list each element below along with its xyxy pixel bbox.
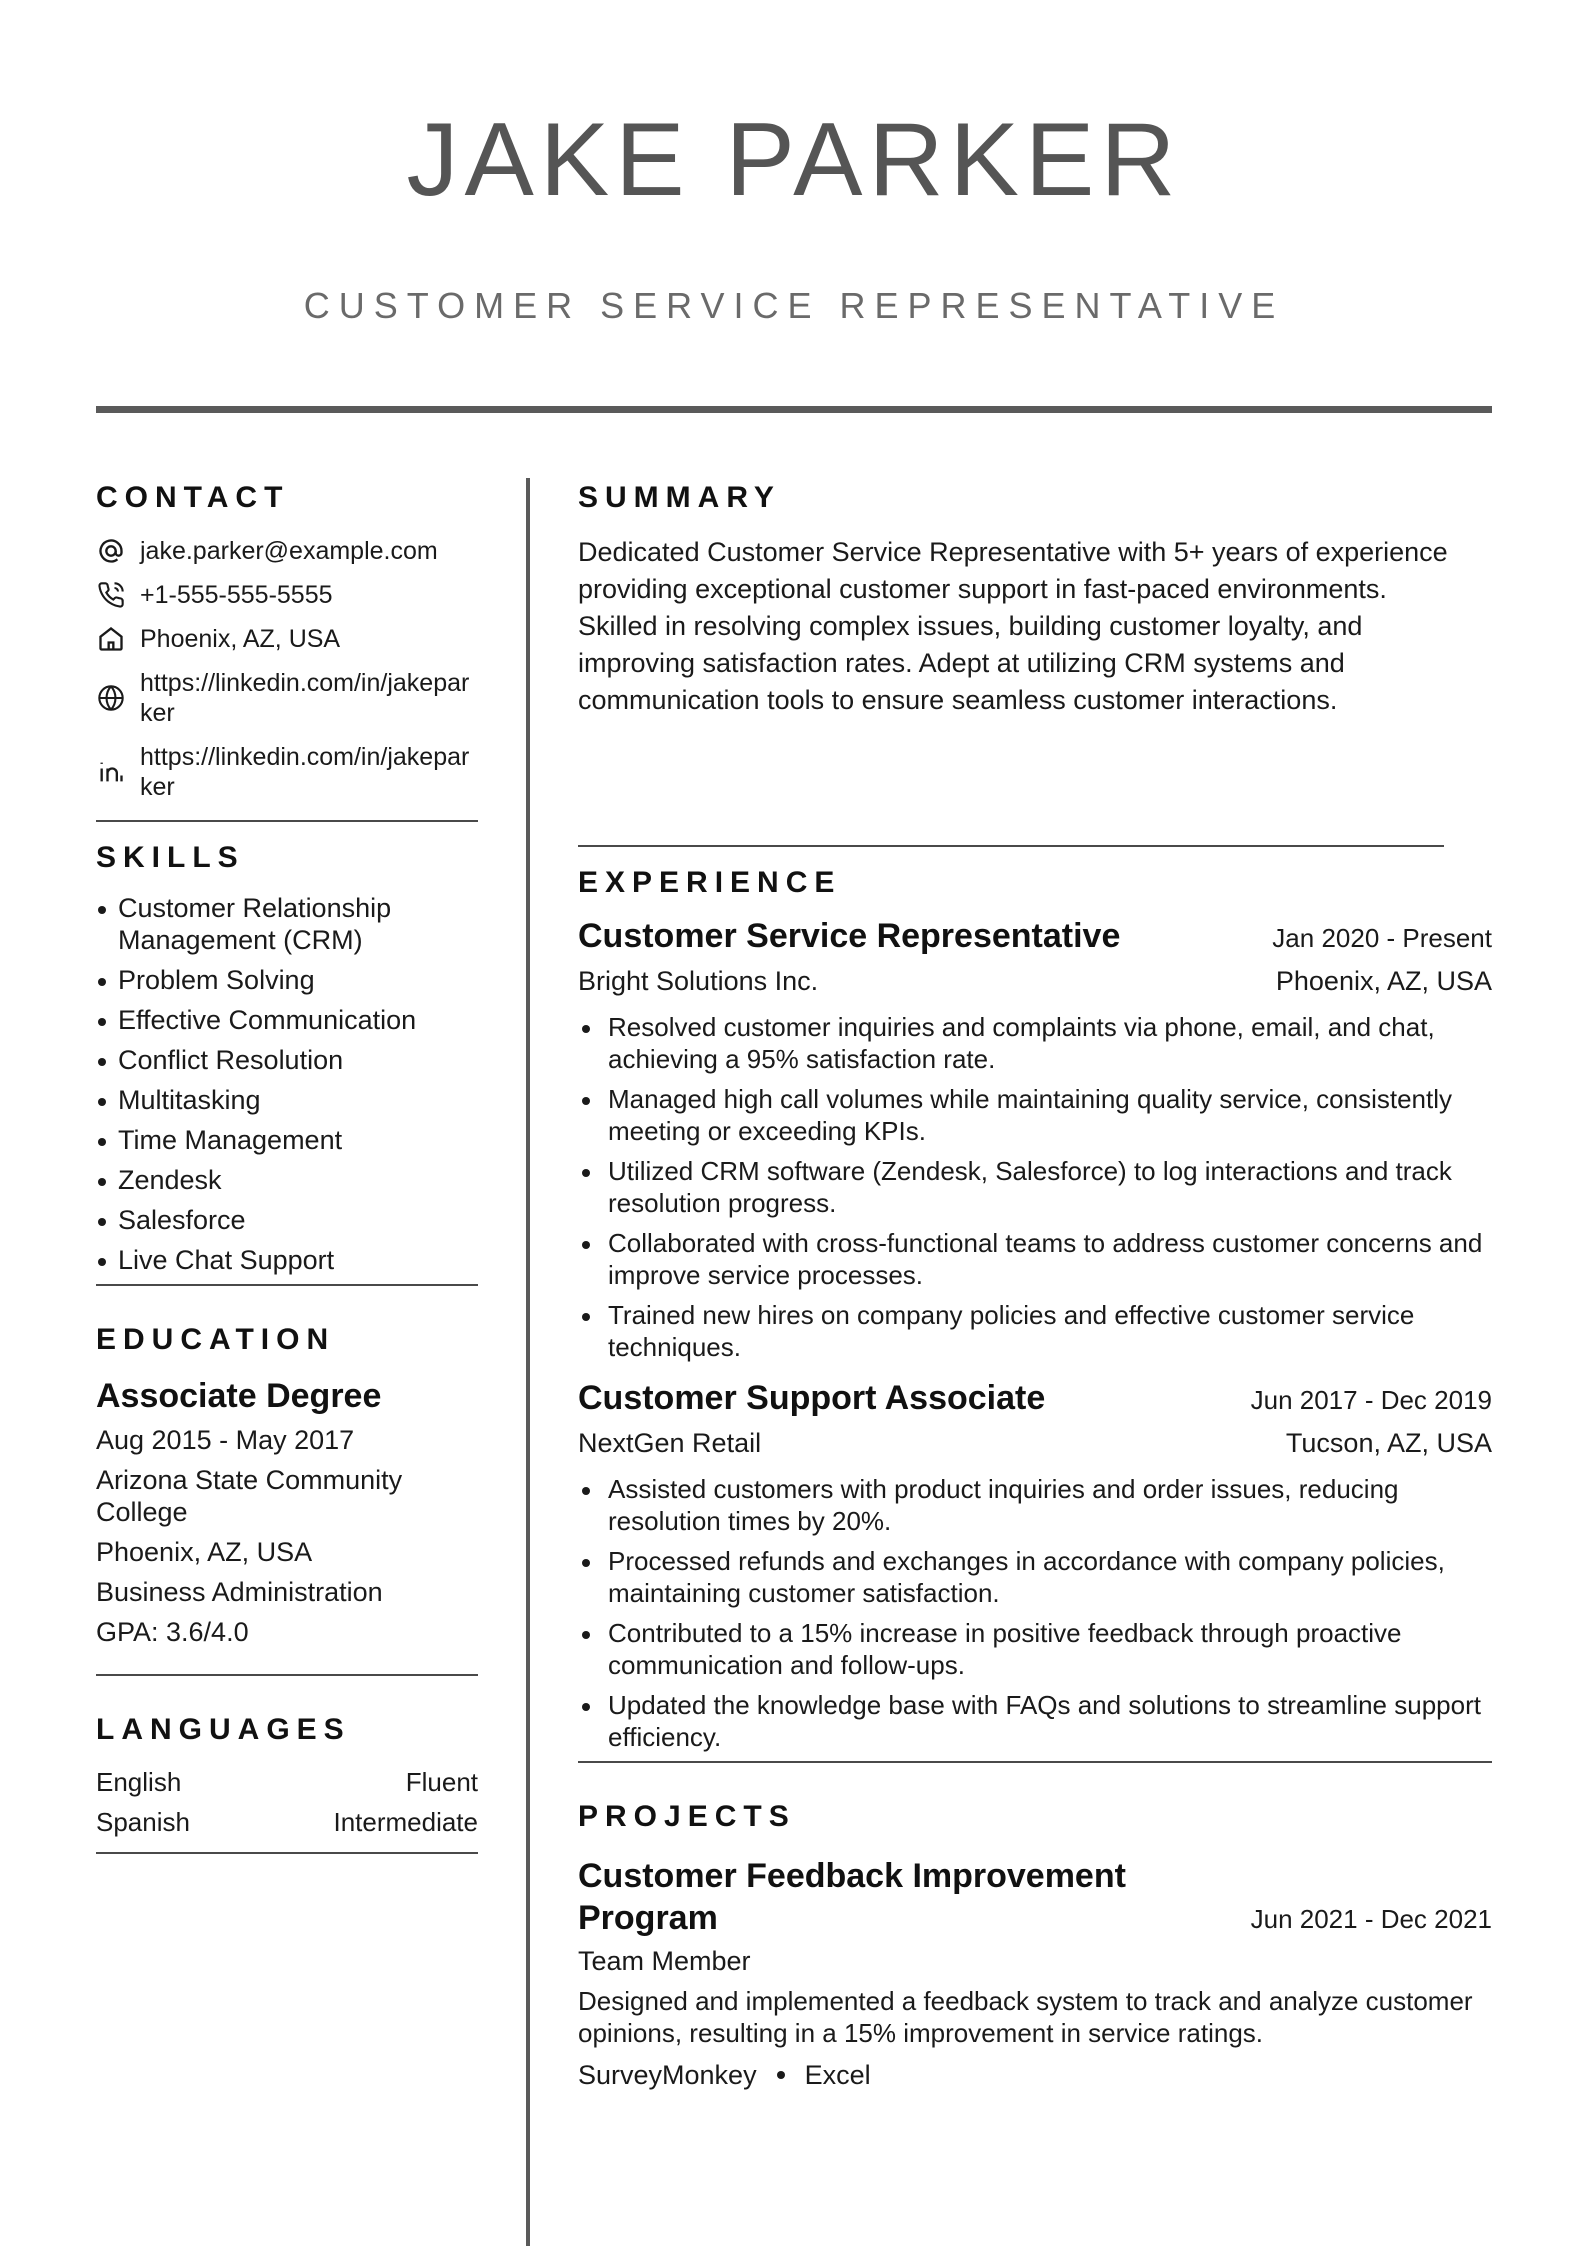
skill-item: Salesforce bbox=[96, 1204, 478, 1236]
project-dates: Jun 2021 - Dec 2021 bbox=[1250, 1904, 1492, 1934]
left-divider-1 bbox=[96, 820, 478, 822]
language-row bbox=[96, 1806, 478, 1838]
project-tool: SurveyMonkey bbox=[578, 2060, 757, 2090]
candidate-role: CUSTOMER SERVICE REPRESENTATIVE bbox=[303, 285, 1285, 326]
skills-title: SKILLS bbox=[96, 841, 245, 874]
job-bullet: Contributed to a 15% increase in positive feedback through proactive communication and follow-ups. bbox=[578, 1617, 1492, 1681]
globe-icon bbox=[96, 683, 126, 713]
project-title: Customer Feedback Improvement Program bbox=[578, 1857, 1126, 1937]
contact-email-text: jake.parker@example.com bbox=[140, 537, 438, 565]
contact-email[interactable] bbox=[96, 536, 478, 566]
job-company: Bright Solutions Inc. bbox=[578, 966, 819, 996]
education-field: Business Administration bbox=[96, 1577, 383, 1607]
right-divider-1 bbox=[578, 845, 1444, 847]
left-divider-4 bbox=[96, 1852, 478, 1854]
skill-item: Multitasking bbox=[96, 1084, 478, 1116]
job-dates: Jun 2017 - Dec 2019 bbox=[1250, 1385, 1492, 1415]
job-bullet: Resolved customer inquiries and complaints via phone, email, and chat, achieving a 95% satisfaction rate. bbox=[578, 1011, 1492, 1075]
job-location: Phoenix, AZ, USA bbox=[1275, 966, 1492, 996]
contact-website[interactable] bbox=[96, 668, 478, 728]
language-name: Spanish bbox=[96, 1807, 190, 1837]
job-location: Tucson, AZ, USA bbox=[1285, 1428, 1492, 1458]
education-dates: Aug 2015 - May 2017 bbox=[96, 1425, 355, 1455]
resume-header bbox=[0, 0, 1588, 420]
contact-location bbox=[96, 624, 478, 654]
contact-section bbox=[96, 478, 478, 802]
at-icon bbox=[96, 536, 126, 566]
experience-section bbox=[578, 863, 1492, 1753]
job-bullets bbox=[578, 1011, 1492, 1363]
summary-text: Dedicated Customer Service Representative with 5+ years of experience providing exceptional customer support in fast-paced environments. Skilled in resolving complex issues, building customer loyalty, and improving satisfaction rates. Adept at utilizing CRM systems and communication tools to ensure seamless customer interactions. bbox=[578, 537, 1448, 715]
summary-section bbox=[578, 478, 1492, 719]
skill-item: Problem Solving bbox=[96, 964, 478, 996]
education-school: Arizona State Community College bbox=[96, 1465, 403, 1527]
job-bullet: Collaborated with cross-functional teams to address customer concerns and improve service processes. bbox=[578, 1227, 1492, 1291]
contact-linkedin-text: https://linkedin.com/in/jakeparker bbox=[140, 743, 470, 801]
candidate-name: JAKE PARKER bbox=[406, 102, 1182, 218]
education-location: Phoenix, AZ, USA bbox=[96, 1537, 313, 1567]
skill-item: Time Management bbox=[96, 1124, 478, 1156]
language-level: Fluent bbox=[405, 1767, 478, 1797]
language-row bbox=[96, 1766, 478, 1798]
left-divider-2 bbox=[96, 1284, 478, 1286]
job-bullet: Processed refunds and exchanges in accordance with company policies, maintaining customer satisfaction. bbox=[578, 1545, 1492, 1609]
job-title: Customer Support Associate bbox=[578, 1379, 1046, 1417]
contact-title: CONTACT bbox=[96, 481, 290, 514]
skill-item: Customer Relationship Management (CRM) bbox=[96, 892, 478, 956]
contact-phone[interactable] bbox=[96, 580, 478, 610]
contact-location-text: Phoenix, AZ, USA bbox=[140, 625, 341, 653]
tool-separator bbox=[777, 2071, 785, 2079]
experience-title: EXPERIENCE bbox=[578, 866, 842, 899]
job-bullet: Updated the knowledge base with FAQs and solutions to streamline support efficiency. bbox=[578, 1689, 1492, 1753]
skills-section bbox=[96, 838, 478, 1276]
right-column bbox=[578, 478, 1492, 2091]
projects-title: PROJECTS bbox=[578, 1800, 796, 1833]
contact-phone-text: +1-555-555-5555 bbox=[140, 581, 333, 609]
home-icon bbox=[96, 624, 126, 654]
project-tools bbox=[578, 2059, 1492, 2091]
contact-linkedin[interactable] bbox=[96, 742, 478, 802]
job-bullet: Utilized CRM software (Zendesk, Salesforce) to log interactions and track resolution progress. bbox=[578, 1155, 1492, 1219]
project-description: Designed and implemented a feedback system to track and analyze customer opinions, resulting in a 15% improvement in service ratings. bbox=[578, 1986, 1473, 2048]
right-divider-2 bbox=[578, 1761, 1492, 1763]
job-entry bbox=[578, 1377, 1492, 1753]
project-entry bbox=[578, 1855, 1492, 2091]
job-bullet: Trained new hires on company policies and effective customer service techniques. bbox=[578, 1299, 1492, 1363]
skill-item: Conflict Resolution bbox=[96, 1044, 478, 1076]
languages-title: LANGUAGES bbox=[96, 1713, 351, 1746]
job-company: NextGen Retail bbox=[578, 1428, 762, 1458]
education-gpa: GPA: 3.6/4.0 bbox=[96, 1617, 249, 1647]
languages-section bbox=[96, 1710, 478, 1838]
project-role: Team Member bbox=[578, 1946, 751, 1976]
job-bullet: Managed high call volumes while maintaining quality service, consistently meeting or exceeding KPIs. bbox=[578, 1083, 1492, 1147]
linkedin-icon bbox=[96, 757, 126, 787]
language-name: English bbox=[96, 1767, 182, 1797]
skills-list bbox=[96, 892, 478, 1276]
header-divider bbox=[96, 406, 1492, 413]
column-divider bbox=[526, 478, 530, 2246]
job-bullets bbox=[578, 1473, 1492, 1753]
job-dates: Jan 2020 - Present bbox=[1272, 923, 1492, 953]
job-title: Customer Service Representative bbox=[578, 917, 1121, 955]
job-entry bbox=[578, 915, 1492, 1363]
summary-title: SUMMARY bbox=[578, 481, 781, 514]
skill-item: Live Chat Support bbox=[96, 1244, 478, 1276]
contact-website-text: https://linkedin.com/in/jakeparker bbox=[140, 669, 470, 727]
skill-item: Zendesk bbox=[96, 1164, 478, 1196]
language-level: Intermediate bbox=[333, 1807, 478, 1837]
job-bullet: Assisted customers with product inquiries and order issues, reducing resolution times by 20%. bbox=[578, 1473, 1492, 1537]
education-degree: Associate Degree bbox=[96, 1377, 382, 1415]
project-tool: Excel bbox=[804, 2060, 871, 2090]
education-section bbox=[96, 1320, 478, 1648]
phone-icon bbox=[96, 580, 126, 610]
skill-item: Effective Communication bbox=[96, 1004, 478, 1036]
education-title: EDUCATION bbox=[96, 1323, 336, 1356]
projects-section bbox=[578, 1797, 1492, 2091]
left-divider-3 bbox=[96, 1674, 478, 1676]
left-column bbox=[96, 478, 478, 1854]
